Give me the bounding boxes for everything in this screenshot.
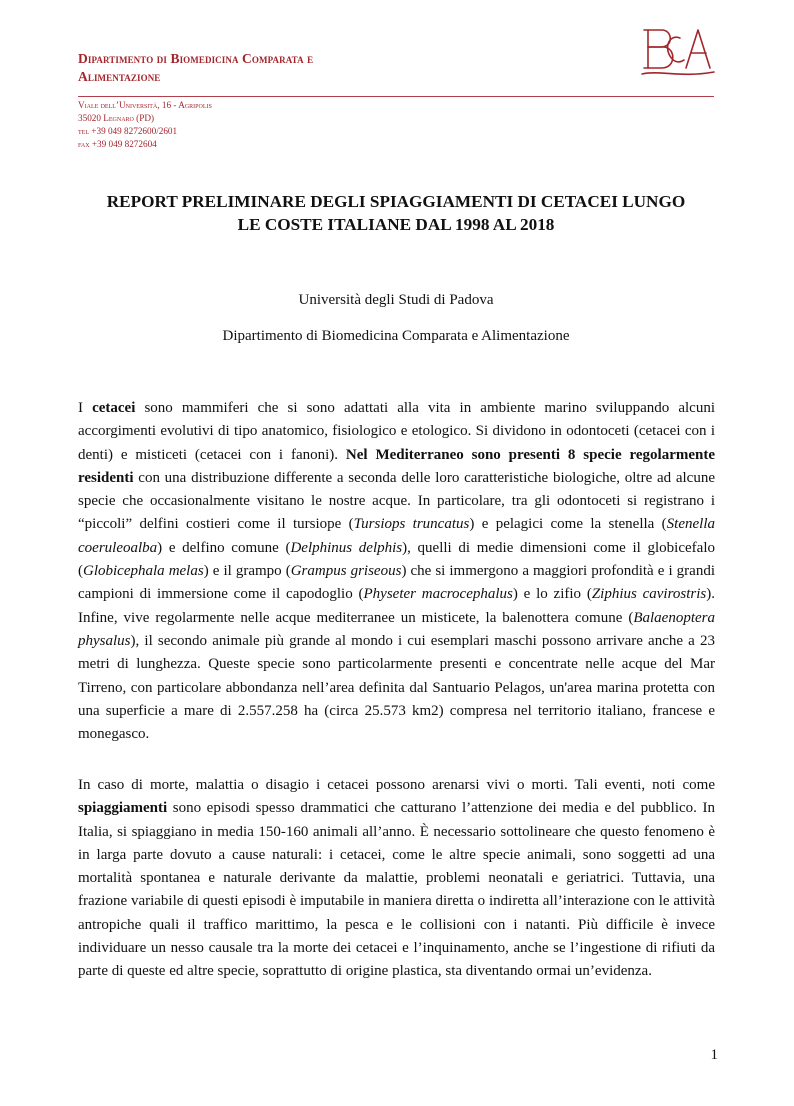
address-city: 35020 Legnaro (PD) xyxy=(78,113,155,123)
page-number: 1 xyxy=(710,1047,718,1063)
bold-text: Nel Mediterraneo sono presenti 8 specie regolarmente residenti xyxy=(78,446,716,486)
university-name: Università degli Studi di Padova xyxy=(298,292,494,308)
text-run: con una distribuzione differente a seconda delle loro caratteristiche biologiche, oltre ad alcune specie che occasionalmente visitano le nostre acque. In particolare, tra gli odontoceti si registrano i “piccoli” delfini costieri come il tursiope ( xyxy=(78,469,715,533)
species-name: Balaenoptera physalus xyxy=(78,609,715,649)
species-name: Tursiops truncatus xyxy=(353,516,470,533)
department-address xyxy=(78,99,378,151)
text-run: ) e delfino comune ( xyxy=(157,539,291,556)
text-run: In caso di morte, malattia o disagio i cetacei possono arenarsi vivi o morti. Tali eventi, noti come xyxy=(78,777,715,793)
text-run: ) che si immergono a maggiori profondità e i grandi campioni di immersione come il capodoglio ( xyxy=(78,563,715,603)
department-affiliation: Dipartimento di Biomedicina Comparata e Alimentazione xyxy=(222,328,570,344)
text-run: ). Infine, vive regolarmente nelle acque mediterranee un misticete, la balenottera comune ( xyxy=(78,586,715,626)
address-street: Viale dell’Università, 16 - Agripolis xyxy=(78,100,212,110)
paragraph-spiaggiamenti xyxy=(78,774,715,984)
bca-logo xyxy=(640,26,716,80)
text-run: ), il secondo animale più grande al mondo i cui esemplari maschi possono arrivare anche a 23 metri di lunghezza. Queste specie sono particolarmente presenti e concentrate nelle acque del Mar Tirreno, con particolare abbondanza nell’area definita dal Santuario Pelagos, un'area marina protetta con una superficie a mare di 2.557.258 ha (circa 25.573 km2) compresa nel territorio italiano, francese e monegasco. xyxy=(78,632,715,743)
text-run: sono mammiferi che si sono adattati alla vita in ambiente marino sviluppando alcuni accorgimenti evolutivi di tipo anatomico, fisiologico e etologico. Si dividono in odontoceti (cetacei con i denti) e misticeti (cetacei con i fanoni). xyxy=(78,400,715,463)
text-run: ) e lo zifio ( xyxy=(512,586,592,603)
report-title xyxy=(78,190,714,236)
department-header xyxy=(78,50,438,86)
address-fax: fax +39 049 8272604 xyxy=(78,139,157,149)
text-run: ) e pelagici come la stenella ( xyxy=(469,516,667,533)
species-name: Delphinus delphis xyxy=(290,539,403,556)
species-name: Stenella coeruleoalba xyxy=(78,516,715,556)
report-title-line1: REPORT PRELIMINARE DEGLI SPIAGGIAMENTI DI CETACEI LUNGO xyxy=(106,192,686,211)
department-name-line1: Dipartimento di Biomedicina Comparata e xyxy=(78,51,314,66)
department-name-line2: Alimentazione xyxy=(78,69,161,84)
text-run: ) e il grampo ( xyxy=(203,563,291,580)
report-title-line2: LE COSTE ITALIANE DAL 1998 AL 2018 xyxy=(237,215,555,234)
bold-text: spiaggiamenti xyxy=(78,800,168,817)
species-name: Globicephala melas xyxy=(83,563,204,580)
text-run: I xyxy=(78,400,93,416)
bold-text: cetacei xyxy=(92,400,136,416)
paragraph-cetacei xyxy=(78,397,715,746)
species-name: Ziphius cavirostris xyxy=(591,586,707,603)
header-divider xyxy=(78,96,714,97)
species-name: Physeter macrocephalus xyxy=(363,586,513,603)
text-run: ), quelli di medie dimensioni come il globicefalo ( xyxy=(78,539,715,580)
species-name: Grampus griseous xyxy=(290,563,402,580)
address-phone: tel +39 049 8272600/2601 xyxy=(78,126,178,136)
text-run: sono episodi spesso drammatici che catturano l’attenzione dei media e del pubblico. In Italia, si spiaggiano in media 150-160 animali all’anno. È necessario sottolineare che questo fenomeno è in larga parte dovuto a cause naturali: i cetacei, come le altre specie animali, sono soggetti ad una mortalità spontanea e naturale derivante da malattie, problemi neonatali e geriatrici. Tuttavia, una frazione variabile di questi episodi è imputabile in maniera diretta o indiretta all’interazione con le attività antropiche quali il traffico marittimo, la pesca e le collisioni con i natanti. Più difficile è invece individuare un nesso causale tra la morte dei cetacei e l’inquinamento, anche se l’ingestione di rifiuti da parte di queste ed altre specie, soprattutto di origine plastica, sta diventando ormai un’evidenza. xyxy=(78,800,715,980)
